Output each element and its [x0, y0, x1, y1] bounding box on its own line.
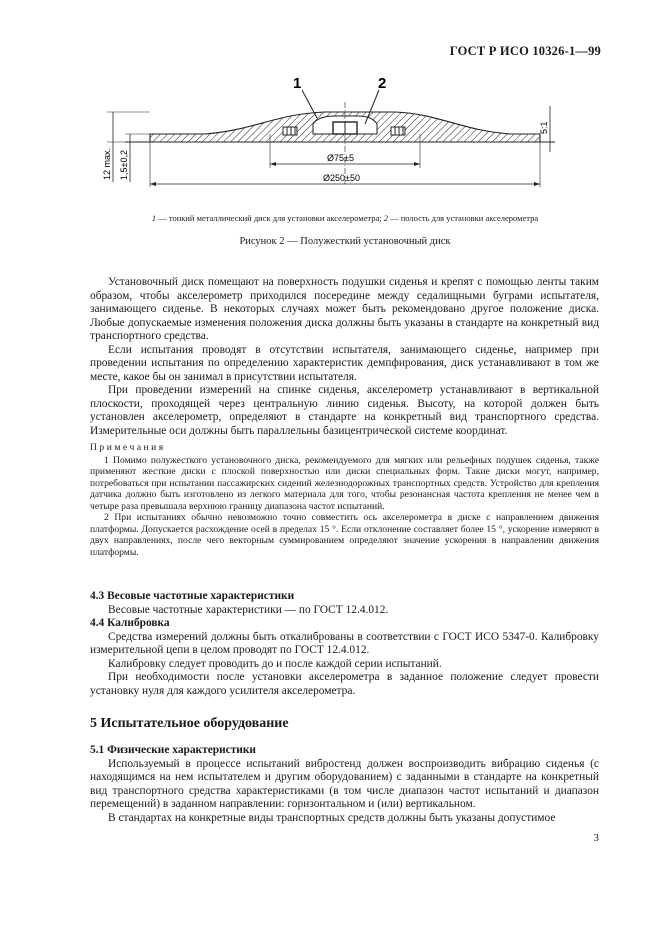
notes-block: [90, 442, 599, 558]
dim-height: 12 max.: [102, 147, 112, 180]
paragraph: Если испытания проводят в отсутствии испытателя, занимающего сиденье, например при проведении испытания по определению характеристик демпфирования, диск устанавливают в том же месте, какое бы он занимал в присутствии испытателя.: [90, 343, 599, 383]
section-5-1: [90, 744, 599, 825]
notes-heading: Примечания: [90, 442, 166, 453]
paragraph: Установочный диск помещают на поверхность подушки сиденья и крепят с помощью ленты таким образом, чтобы акселерометр приходился посередине между седалищными буграми испытателя, занимающего сиденье. В некоторых случаях может быть рекомендовано другое положение диска. Любые допускаемые изменения положения диска должны быть указаны в стандарте на конкретный вид транспортного средства.: [90, 276, 599, 342]
disc-drawing: [95, 72, 575, 202]
paragraph: Весовые частотные характеристики — по ГОСТ 12.4.012.: [108, 603, 389, 616]
note-item: 1 Помимо полужесткого установочного диска, рекомендуемого для мягких или рельефных подушек сиденья, также применяют жесткие диски с плоской поверхностью или диски специальных форм. Такие диски могут, например, потребоваться при испытании пассажирских сидений железнодорожных транспортных средств. Устройство для крепления датчика должно быть изготовлено из легкого материала для того, чтобы резонансная частота крепления не менее чем в четыре раза превышала верхнюю границу диапазона частот испытаний.: [90, 454, 599, 512]
callout-2: 2: [378, 75, 387, 92]
section-title: 4.3 Весовые частотные характеристики: [90, 590, 295, 602]
dim-inner-diameter: Ø75±5: [327, 153, 354, 163]
paragraph: В стандартах на конкретные виды транспортных средств должны быть указаны допустимое: [108, 811, 556, 824]
paragraph: При необходимости после установки акселерометра в заданное положение следует провести установку нуля для каждого усилителя акселерометра.: [90, 671, 599, 697]
document-header: ГОСТ Р ИСО 10326-1—99: [449, 44, 601, 58]
callout-1: 1: [293, 75, 302, 92]
dim-outer-diameter: Ø250±50: [323, 173, 360, 183]
dim-thickness: 1,5±0,2: [119, 150, 129, 180]
figure-title: Рисунок 2 — Полужесткий установочный диск: [239, 236, 451, 247]
body-paragraphs: [90, 276, 599, 438]
paragraph: При проведении измерений на спинке сиденья, акселерометр устанавливают в вертикальной плоскости, проходящей через центральную линию сиденья. Высоту, на которой должен быть установлен акселерометр, определяют в стандарте на конкретный вид транспортного средства. Измерительные оси должны быть параллельны базицентрической системе координат.: [90, 384, 599, 437]
paragraph: Средства измерений должны быть откалиброваны в соответствии с ГОСТ ИСО 5347-0. Калибровку измерительной цепи в целом проводят по ГОСТ 12.4.012.: [90, 630, 599, 656]
figure-legend: 1 — тонкий металлический диск для установки акселерометра; 2 — полость для установки акселерометра: [151, 213, 539, 223]
paragraph: Калибровку следует проводить до и после каждой серии испытаний.: [108, 657, 442, 670]
section-title: 5.1 Физические характеристики: [90, 744, 256, 756]
page-number: 3: [593, 832, 599, 844]
dim-slope: 5:1: [539, 121, 549, 134]
section-title: 4.4 Калибровка: [90, 617, 170, 629]
paragraph: Используемый в процессе испытаний вибростенд должен воспроизводить вибрацию сиденья (с находящимся на нем испытателем и другим оборудованием) с заданными в стандарте на конкретный вид транспортного средства характеристиками (в том числе диапазон частот испытаний и диапазон перемещений) в заданном направлении: горизонтальном и (или) вертикальном.: [90, 757, 599, 810]
section-5-title: 5 Испытательное оборудование: [90, 716, 289, 731]
section-4-3: [90, 590, 599, 698]
note-item: 2 При испытаниях обычно невозможно точно совместить ось акселерометра в диске с направлением движения платформы. Допускается расхождение осей в пределах 15 °. Если отклонение составляет более 15 °, ускорение измеряют в двух направлениях, после чего векторным суммированием определяют значение ускорения в направлении движения платформы.: [90, 512, 599, 558]
